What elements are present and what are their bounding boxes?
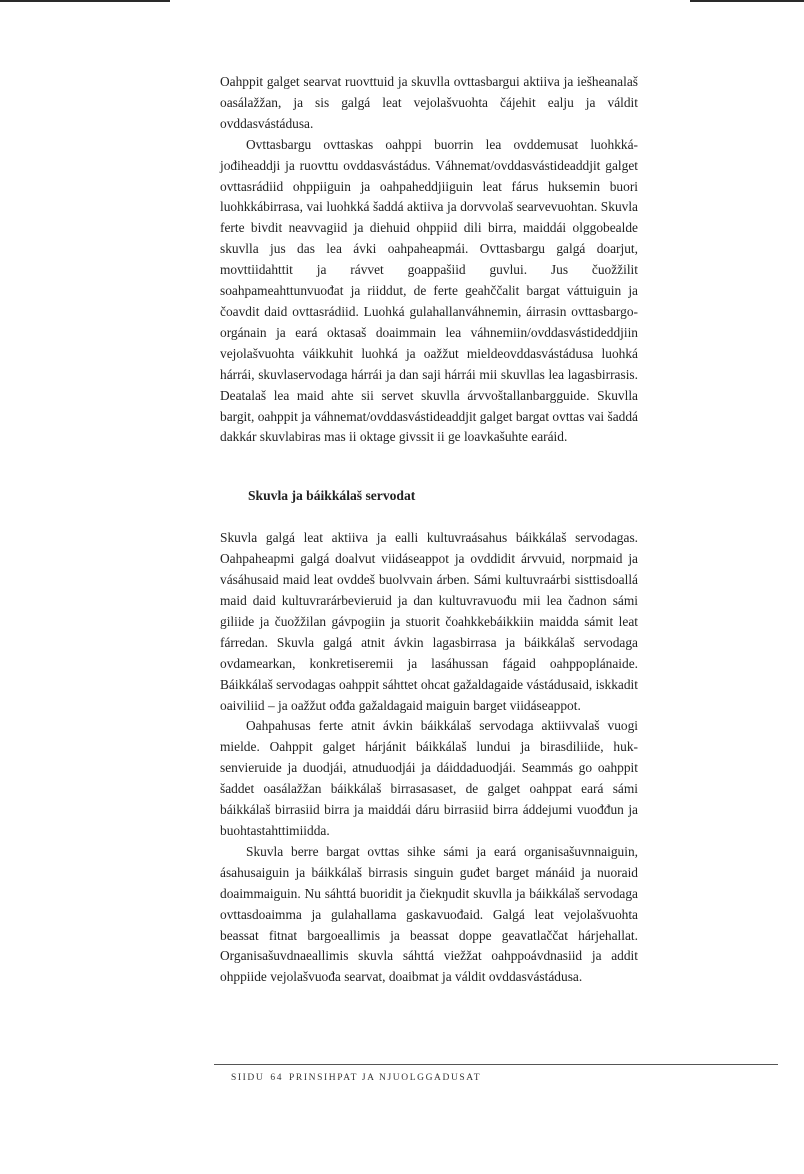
section-paragraph-2: Oahpahusas ferte atnit ávkin báikkálaš servodaga aktiivvalaš vuogi mielde. Oahppit galget hárjánit báikkálaš lundui ja birasdiliide, huksenvieruide ja duodjái, atnuduodjái ja dáiddaduodjái. Seammás go oahppit šaddet oasálažžan báikkálaš birrasasaset, de galget oahppat eará sámi báikkálaš birrasiid birra ja maiddái dáru birrasiid birra áddejumi vuođđun ja buohtastahttimiidda. (220, 718, 638, 838)
intro-paragraph-2: Ovttasbargu ovttaskas oahppi buorrin lea ovddemusat luohkkájođiheaddji ja ruovttu ovddasvástádus. Váhnemat/ovddasvástideaddjit galget ovttasrádiid ohppiiguin ja oahpaheddjiiguin leat fárus huksemin buori luohkkábirrasa, vai luohkká šaddá aktiiva ja dorvvolaš searvevuohtan. Skuvla ferte bivdit neavvagiid ja diehuid ohppiid dili birra, maiddái olggobealde skuvlla jus das lea ávki oahpaheapmái. Ovttasbargu galgá doarjut, movttiidahttit ja rávvet goappašiid guvlui. Jus čuožžilit soahpameahttunvuođat ja riiddut, de ferte geahččalit bargat váttuiguin ja čoavdit daid ovttasrádiid. Luohká gulahallanváhnemin, áirrasin ovttasbargo-orgánain ja eará oktasaš doaimmain lea váhnemiin/ovddasvástideddjiin vejolašvuohta váikkuhit luohká ja oažžut mieldeovddasvástádusa luohká hárrái, skuvlaservodaga hárrái ja dan saji hárrái mii skuvllas lea lagasbirrasis. Deatalaš lea maid ahte sii servet skuvlla árvvoštallanbargguide. Skuvlla bargit, oahppit ja váhnemat/ovddasvástideaddjit galget bargat ovttas vai šaddá dakkár skuvlabiras mas ii oktage givssit ii ge loavkašuhte earáid. (220, 136, 638, 445)
section-paragraph-3: Skuvla berre bargat ovttas sihke sámi ja eará organisašuvnnaiguin, ásahusaiguin ja báikkálaš birrasis singuin guđet barget mánáid ja nuoraid doaimmaiguin. Nu sáhttá buoridit ja čiekŋudit skuvlla ja báikkálaš servodaga ovttasdoaimma ja gulahallama gaskavuođaid. Galgá leat vejolašvuohta beassat fitnat bargoeallimis ja beassat doppe geavatlaččat hárjehallat. Organisašuvdnaeallimis skuvla sáhttá viežžat oahppoávdnasiid ja addit ohppiide vejolašvuođa searvat, doaibmat ja váldit ovddasvástádusa. (220, 843, 638, 985)
footer-rule (214, 1064, 778, 1065)
page-body (220, 72, 638, 988)
page-footer (231, 1073, 481, 1083)
footer-label: SIIDU (231, 1073, 265, 1083)
section-paragraph-1: Skuvla galgá leat aktiiva ja ealli kultuvraásahus báikkálaš servodagas. Oahpaheapmi galgá doalvut viidáseappot ja ovddidit árvvuid, norpmaid ja vásáhusaid maid leat ovddeš buolvvain árben. Sámi kultuvraárbi sisttisdoallá maid daid kultuvrarárbevieruid ja dan kultuvravuođu mii lea čadnon sámi giliide ja čuožžilan gávpogiin ja stuorit čoahkkebáikkiin maidda sámit leat fárredan. Skuvla galgá atnit ávkin lagasbirrasa ja báikkálaš servodaga ovdamearkan, konkretiseremii ja lasáhussan fágaid oahppoplánaide. Báikkálaš servodagas oahppit sáhttet ohcat gažaldagaide vástádusaid, iskkadit oaiviliid – ja oažžut ođđa gažaldagaid maiguin barget viidáseappot. (220, 530, 638, 713)
footer-title: PRINSIHPAT JA NJUOLGGADUSAT (289, 1073, 482, 1083)
section-heading: Skuvla ja báikkálaš servodat (248, 488, 416, 504)
footer-page-number: 64 (270, 1073, 284, 1083)
scan-edge-top (0, 0, 804, 2)
scan-edge-gap (170, 0, 690, 2)
intro-paragraph-1: Oahppit galget searvat ruovttuid ja skuvlla ovttasbargui aktiiva ja iešheanalaš oasálažžan, ja sis galgá leat vejolašvuohta čájehit ealju ja váldit ovddasvástádusa. (220, 74, 638, 131)
